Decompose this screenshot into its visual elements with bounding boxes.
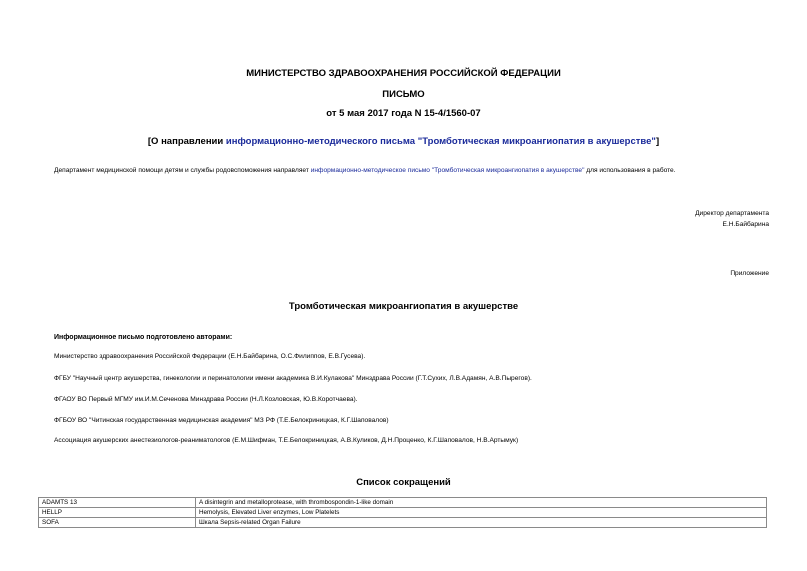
subject-open: [О направлении [147,136,226,147]
ministry-name: МИНИСТЕРСТВО ЗДРАВООХРАНЕНИЯ РОССИЙСКОЙ ФЕДЕРАЦИИ [246,68,561,79]
subject-link[interactable]: информационно-методического письма "Тромботическая микроангиопатия в акушерстве" [225,136,656,147]
meaning-cell: A disintegrin and metalloprotease, with thrombospondin-1-like domain [196,498,767,508]
intro-link[interactable]: информационно-методическое письмо "Тромботическая микроангиопатия в акушерстве" [310,167,585,174]
author-item: ФГБОУ ВО "Читинская государственная медицинская академия" МЗ РФ (Т.Е.Белокриницкая, К.Г.Шаповалов) [54,417,389,424]
subject-close: ] [655,136,660,147]
intro-text-before: Департамент медицинской помощи детям и службы родовспоможения направляет [54,167,311,174]
intro-text-after: для использования в работе. [584,167,676,174]
document-type: ПИСЬМО [382,89,425,100]
meaning-cell: Шкала Sepsis-related Organ Failure [196,518,767,528]
author-item: Министерство здравоохранения Российской Федерации (Е.Н.Байбарина, О.С.Филиппов, Е.В.Гусева). [54,353,366,360]
signer-position: Директор департамента [695,210,769,217]
authors-heading: Информационное письмо подготовлено авторами: [54,334,233,341]
author-item: Ассоциация акушерских анестезиологов-реаниматологов (Е.М.Шифман, Т.Е.Белокриницкая, А.В.Куликов, Д.Н.Проценко, К.Г.Шаповалов, Н.В.Артымук) [54,437,519,444]
abbreviations-table [38,497,767,528]
table-row [39,508,767,518]
document-subject [0,136,807,147]
table-row [39,518,767,528]
author-item: ФГАОУ ВО Первый МГМУ им.И.М.Сеченова Минздрава России (Н.Л.Козловская, Ю.В.Коротчаева). [54,396,358,403]
signature-block [695,209,769,230]
author-item: ФГБУ "Научный центр акушерства, гинекологии и перинатологии имени академика В.И.Кулакова" Минздрава России (Г.Т.Сухих, Л.В.Адамян, А.В.Пырегов). [54,375,532,382]
document-date-number: от 5 мая 2017 года N 15-4/1560-07 [326,108,481,119]
abbreviation-cell: SOFA [39,518,196,528]
intro-paragraph [54,167,676,174]
appendix-label: Приложение [730,270,769,277]
abbreviations-title: Список сокращений [356,477,451,488]
signer-name: Е.Н.Байбарина [722,220,769,228]
appendix-title: Тромботическая микроангиопатия в акушерстве [288,301,519,312]
meaning-cell: Hemolysis, Elevated Liver enzymes, Low Platelets [196,508,767,518]
table-row [39,498,767,508]
abbreviation-cell: HELLP [39,508,196,518]
abbreviation-cell: ADAMTS 13 [39,498,196,508]
